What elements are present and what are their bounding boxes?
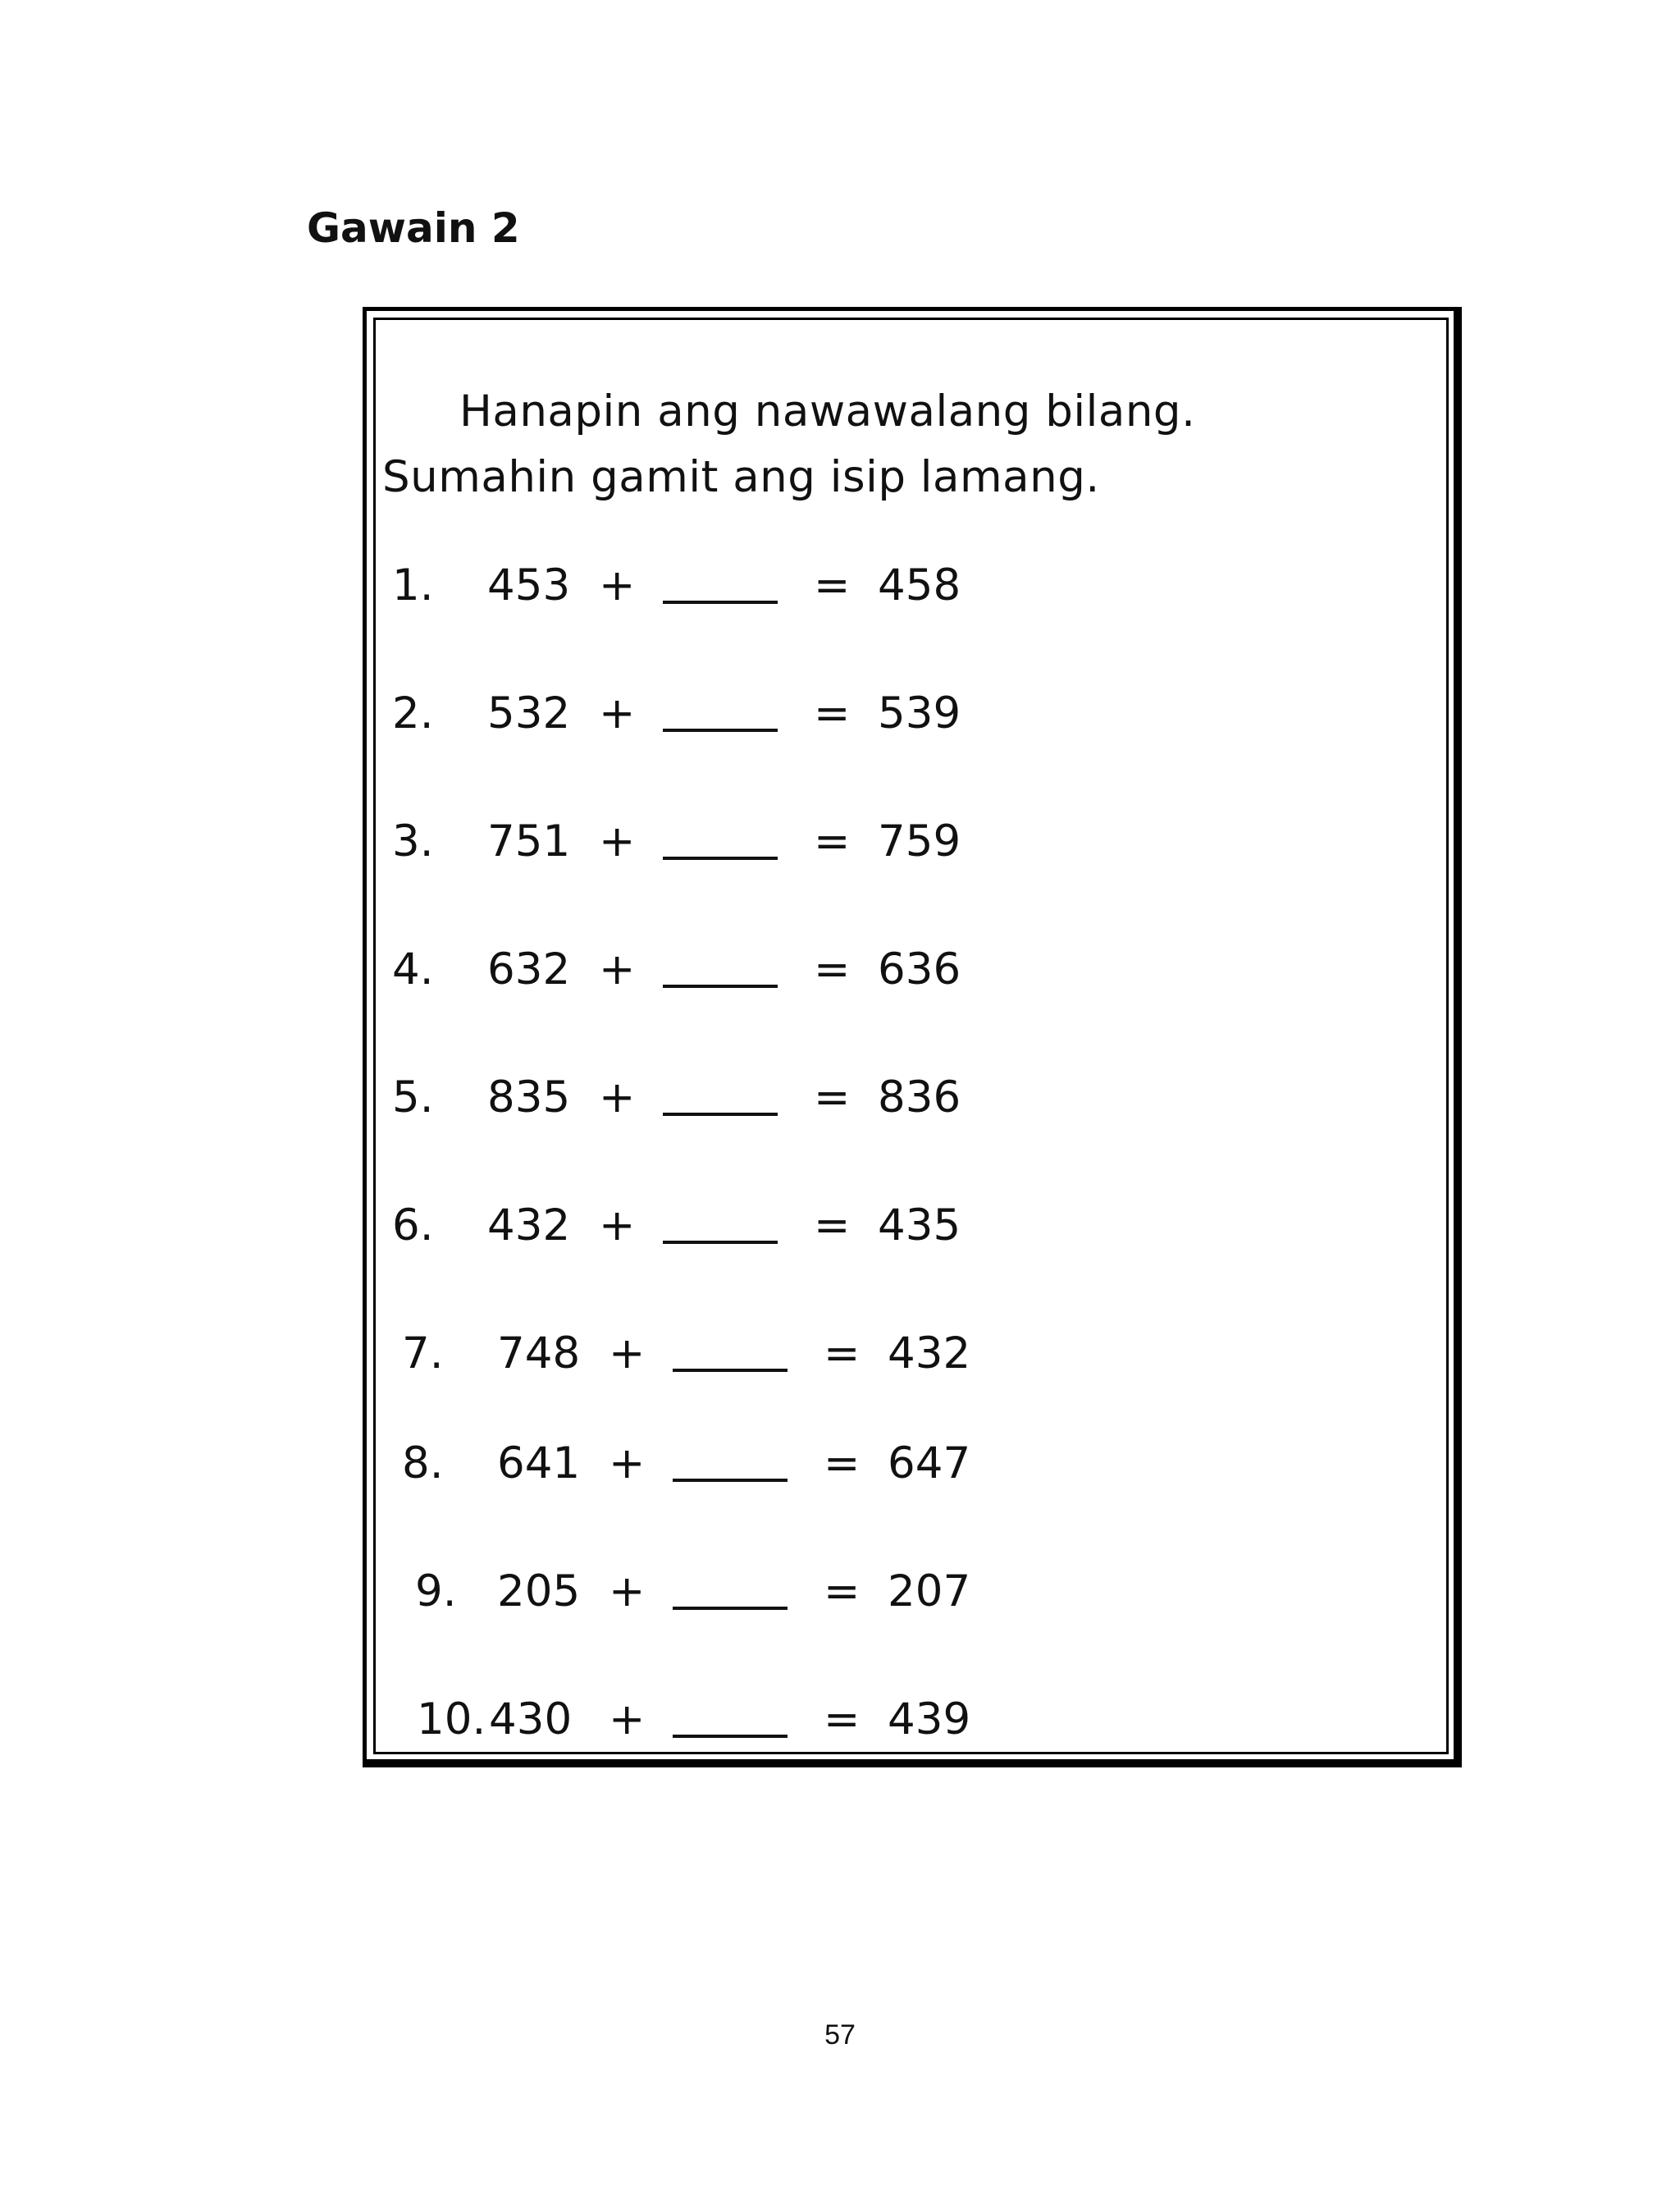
item-sum: 636 (878, 944, 961, 994)
item-sum: 539 (878, 688, 961, 738)
equals-sign: = (824, 1438, 861, 1488)
item-number: 1. (392, 560, 434, 610)
equals-sign: = (814, 560, 851, 610)
instruction-line-2: Sumahin gamit ang isip lamang. (382, 452, 1100, 502)
equals-sign: = (814, 1072, 851, 1122)
item-number: 2. (392, 688, 434, 738)
answer-blank[interactable] (663, 985, 778, 988)
equals-sign: = (824, 1566, 861, 1616)
equals-sign: = (814, 688, 851, 738)
equals-sign: = (814, 816, 851, 866)
item-sum: 432 (888, 1328, 971, 1378)
item-number: 7. (402, 1328, 444, 1378)
answer-blank[interactable] (673, 1735, 788, 1738)
item-number: 5. (392, 1072, 434, 1122)
item-sum: 647 (888, 1438, 971, 1488)
worksheet-frame (363, 307, 1462, 1767)
item-sum: 759 (878, 816, 961, 866)
equals-sign: = (824, 1328, 861, 1378)
item-addend: 748 (497, 1328, 581, 1378)
answer-blank[interactable] (663, 1241, 778, 1244)
plus-sign: + (599, 816, 636, 866)
activity-title: Gawain 2 (307, 204, 520, 252)
answer-blank[interactable] (673, 1607, 788, 1610)
equals-sign: = (814, 944, 851, 994)
answer-blank[interactable] (673, 1479, 788, 1482)
plus-sign: + (599, 688, 636, 738)
item-sum: 458 (878, 560, 961, 610)
item-number: 3. (392, 816, 434, 866)
item-addend: 835 (487, 1072, 571, 1122)
equals-sign: = (814, 1200, 851, 1250)
instruction-line-1: Hanapin ang nawawalang bilang. (459, 386, 1196, 437)
plus-sign: + (609, 1328, 646, 1378)
page-number: 57 (824, 2019, 856, 2051)
plus-sign: + (599, 1072, 636, 1122)
item-addend: 430 (489, 1694, 573, 1744)
item-number: 9. (415, 1566, 457, 1616)
worksheet-inner-border (373, 318, 1449, 1754)
item-addend: 432 (487, 1200, 571, 1250)
item-number: 8. (402, 1438, 444, 1488)
answer-blank[interactable] (673, 1369, 788, 1372)
item-addend: 532 (487, 688, 571, 738)
plus-sign: + (609, 1438, 646, 1488)
item-addend: 751 (487, 816, 571, 866)
item-sum: 836 (878, 1072, 961, 1122)
plus-sign: + (609, 1694, 646, 1744)
item-addend: 632 (487, 944, 571, 994)
item-number: 6. (392, 1200, 434, 1250)
item-addend: 453 (487, 560, 571, 610)
answer-blank[interactable] (663, 601, 778, 604)
item-number: 4. (392, 944, 434, 994)
item-sum: 207 (888, 1566, 971, 1616)
item-sum: 435 (878, 1200, 961, 1250)
plus-sign: + (599, 1200, 636, 1250)
plus-sign: + (609, 1566, 646, 1616)
answer-blank[interactable] (663, 729, 778, 732)
plus-sign: + (599, 944, 636, 994)
answer-blank[interactable] (663, 1113, 778, 1116)
item-sum: 439 (888, 1694, 971, 1744)
item-addend: 205 (497, 1566, 581, 1616)
plus-sign: + (599, 560, 636, 610)
item-number: 10. (417, 1694, 486, 1744)
item-addend: 641 (497, 1438, 581, 1488)
equals-sign: = (824, 1694, 861, 1744)
answer-blank[interactable] (663, 857, 778, 860)
